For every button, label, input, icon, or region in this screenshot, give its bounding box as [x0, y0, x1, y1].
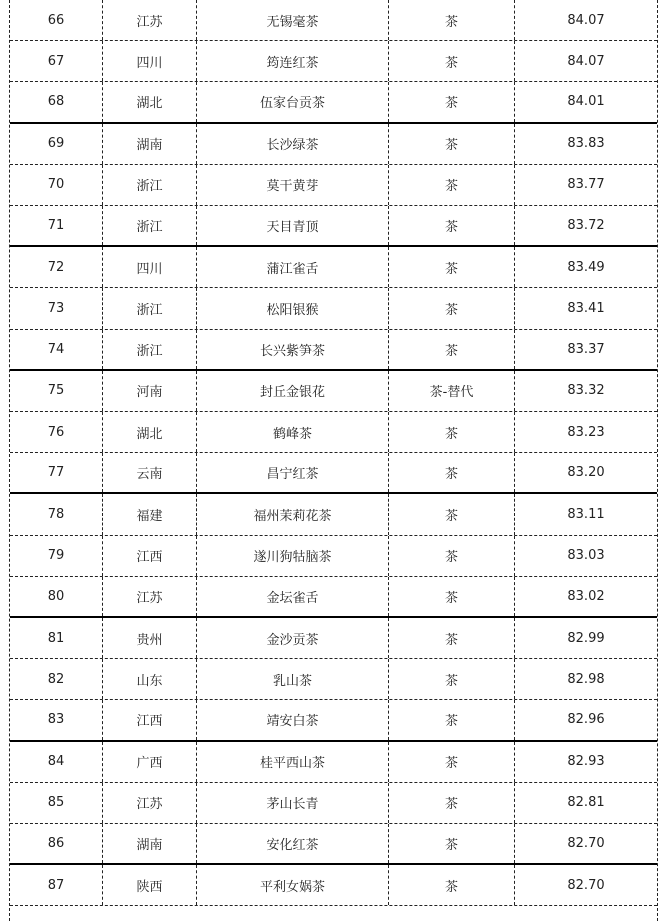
rank-cell: 84 — [47, 754, 65, 770]
category-cell: 茶 — [388, 412, 514, 452]
category-cell: 茶 — [388, 124, 514, 164]
product-name-cell: 昌宁红茶 — [196, 453, 388, 492]
product-name-cell: 莫干黄芽 — [196, 165, 388, 205]
category-cell: 茶 — [388, 247, 514, 287]
table-row — [10, 165, 657, 206]
product-name-cell: 天目青顶 — [196, 206, 388, 245]
category-cell: 茶 — [388, 0, 514, 40]
product-name-cell: 靖安白茶 — [196, 700, 388, 739]
table-row — [10, 453, 657, 494]
score-cell: 83.23 — [514, 412, 657, 452]
rank-cell: 71 — [47, 218, 65, 234]
category-cell: 茶 — [388, 618, 514, 658]
table-row — [10, 330, 657, 371]
table-row — [10, 412, 657, 453]
province-cell: 江西 — [102, 536, 196, 576]
category-cell: 茶 — [388, 577, 514, 616]
ranking-table — [9, 0, 658, 921]
rank-cell: 66 — [47, 12, 65, 28]
table-row — [10, 41, 657, 82]
rank-cell: 77 — [47, 465, 65, 481]
category-cell: 茶 — [388, 865, 514, 905]
province-cell: 湖北 — [102, 412, 196, 452]
category-cell: 茶-替代 — [388, 371, 514, 411]
score-cell: 83.02 — [514, 577, 657, 616]
table-row — [10, 371, 657, 412]
product-name-cell: 蒲江雀舌 — [196, 247, 388, 287]
table-row — [10, 824, 657, 865]
province-cell: 四川 — [102, 41, 196, 81]
category-cell: 茶 — [388, 288, 514, 328]
rank-cell: 70 — [47, 177, 65, 193]
score-cell: 82.99 — [514, 618, 657, 658]
province-cell: 浙江 — [102, 330, 196, 369]
table-row — [10, 494, 657, 535]
table-row — [10, 82, 657, 123]
province-cell: 山东 — [102, 659, 196, 699]
province-cell: 云南 — [102, 453, 196, 492]
category-cell: 茶 — [388, 453, 514, 492]
product-name-cell: 金坛雀舌 — [196, 577, 388, 616]
province-cell: 贵州 — [102, 618, 196, 658]
score-cell: 84.01 — [514, 82, 657, 121]
rank-cell: 82 — [47, 671, 65, 687]
product-name-cell: 遂川狗牯脑茶 — [196, 536, 388, 576]
product-name-cell: 桂平西山茶 — [196, 742, 388, 782]
score-cell: 83.37 — [514, 330, 657, 369]
product-name-cell: 茅山长青 — [196, 783, 388, 823]
rank-cell: 73 — [47, 300, 65, 316]
table-row — [10, 206, 657, 247]
province-cell: 四川 — [102, 247, 196, 287]
product-name-cell: 福州茉莉花茶 — [196, 494, 388, 534]
score-cell: 83.72 — [514, 206, 657, 245]
category-cell: 茶 — [388, 41, 514, 81]
rank-cell: 86 — [47, 836, 65, 852]
rank-cell: 75 — [47, 383, 65, 399]
score-cell: 83.83 — [514, 124, 657, 164]
score-cell: 83.41 — [514, 288, 657, 328]
category-cell: 茶 — [388, 700, 514, 739]
category-cell: 茶 — [388, 742, 514, 782]
rank-cell: 83 — [47, 712, 65, 728]
product-name-cell: 金沙贡茶 — [196, 618, 388, 658]
category-cell: 茶 — [388, 536, 514, 576]
score-cell: 82.96 — [514, 700, 657, 739]
province-cell: 湖北 — [102, 82, 196, 121]
province-cell: 江苏 — [102, 783, 196, 823]
province-cell: 浙江 — [102, 165, 196, 205]
product-name-cell: 无锡毫茶 — [196, 0, 388, 40]
table-row — [10, 700, 657, 741]
category-cell: 茶 — [388, 82, 514, 121]
table-row — [10, 577, 657, 618]
table-row — [10, 865, 657, 906]
score-cell: 83.11 — [514, 494, 657, 534]
rank-cell: 85 — [47, 795, 65, 811]
table-row — [10, 247, 657, 288]
rank-cell: 87 — [47, 877, 65, 893]
product-name-cell: 鹤峰茶 — [196, 412, 388, 452]
product-name-cell: 封丘金银花 — [196, 371, 388, 411]
province-cell: 湖南 — [102, 824, 196, 863]
score-cell: 83.03 — [514, 536, 657, 576]
rank-cell: 80 — [47, 588, 65, 604]
score-cell: 82.70 — [514, 865, 657, 905]
table-row — [10, 288, 657, 329]
category-cell: 茶 — [388, 330, 514, 369]
table-row — [10, 536, 657, 577]
province-cell: 河南 — [102, 371, 196, 411]
score-cell: 83.77 — [514, 165, 657, 205]
province-cell: 江苏 — [102, 577, 196, 616]
category-cell: 茶 — [388, 206, 514, 245]
province-cell: 江苏 — [102, 0, 196, 40]
rank-cell: 79 — [47, 548, 65, 564]
product-name-cell: 平利女娲茶 — [196, 865, 388, 905]
score-cell: 84.07 — [514, 0, 657, 40]
province-cell: 广西 — [102, 742, 196, 782]
score-cell: 82.70 — [514, 824, 657, 863]
rank-cell: 74 — [47, 341, 65, 357]
rank-cell: 81 — [47, 630, 65, 646]
product-name-cell: 松阳银猴 — [196, 288, 388, 328]
rank-cell: 67 — [47, 53, 65, 69]
category-cell: 茶 — [388, 659, 514, 699]
rank-cell: 68 — [47, 94, 65, 110]
rank-cell: 72 — [47, 259, 65, 275]
province-cell: 福建 — [102, 494, 196, 534]
product-name-cell: 伍家台贡茶 — [196, 82, 388, 121]
score-cell: 83.49 — [514, 247, 657, 287]
score-cell: 83.20 — [514, 453, 657, 492]
product-name-cell: 长沙绿茶 — [196, 124, 388, 164]
product-name-cell: 安化红茶 — [196, 824, 388, 863]
score-cell: 82.93 — [514, 742, 657, 782]
table-row — [10, 742, 657, 783]
score-cell: 83.32 — [514, 371, 657, 411]
product-name-cell: 长兴紫笋茶 — [196, 330, 388, 369]
province-cell: 陕西 — [102, 865, 196, 905]
rank-cell: 69 — [47, 136, 65, 152]
product-name-cell: 筠连红茶 — [196, 41, 388, 81]
table-row — [10, 618, 657, 659]
product-name-cell: 乳山茶 — [196, 659, 388, 699]
table-row — [10, 124, 657, 165]
score-cell: 84.07 — [514, 41, 657, 81]
province-cell: 浙江 — [102, 288, 196, 328]
score-cell: 82.98 — [514, 659, 657, 699]
table-row — [10, 0, 657, 41]
rank-cell: 78 — [47, 506, 65, 522]
province-cell: 江西 — [102, 700, 196, 739]
province-cell: 浙江 — [102, 206, 196, 245]
category-cell: 茶 — [388, 165, 514, 205]
table-row — [10, 783, 657, 824]
rank-cell: 76 — [47, 424, 65, 440]
category-cell: 茶 — [388, 824, 514, 863]
score-cell: 82.81 — [514, 783, 657, 823]
category-cell: 茶 — [388, 783, 514, 823]
province-cell: 湖南 — [102, 124, 196, 164]
table-row — [10, 659, 657, 700]
category-cell: 茶 — [388, 494, 514, 534]
